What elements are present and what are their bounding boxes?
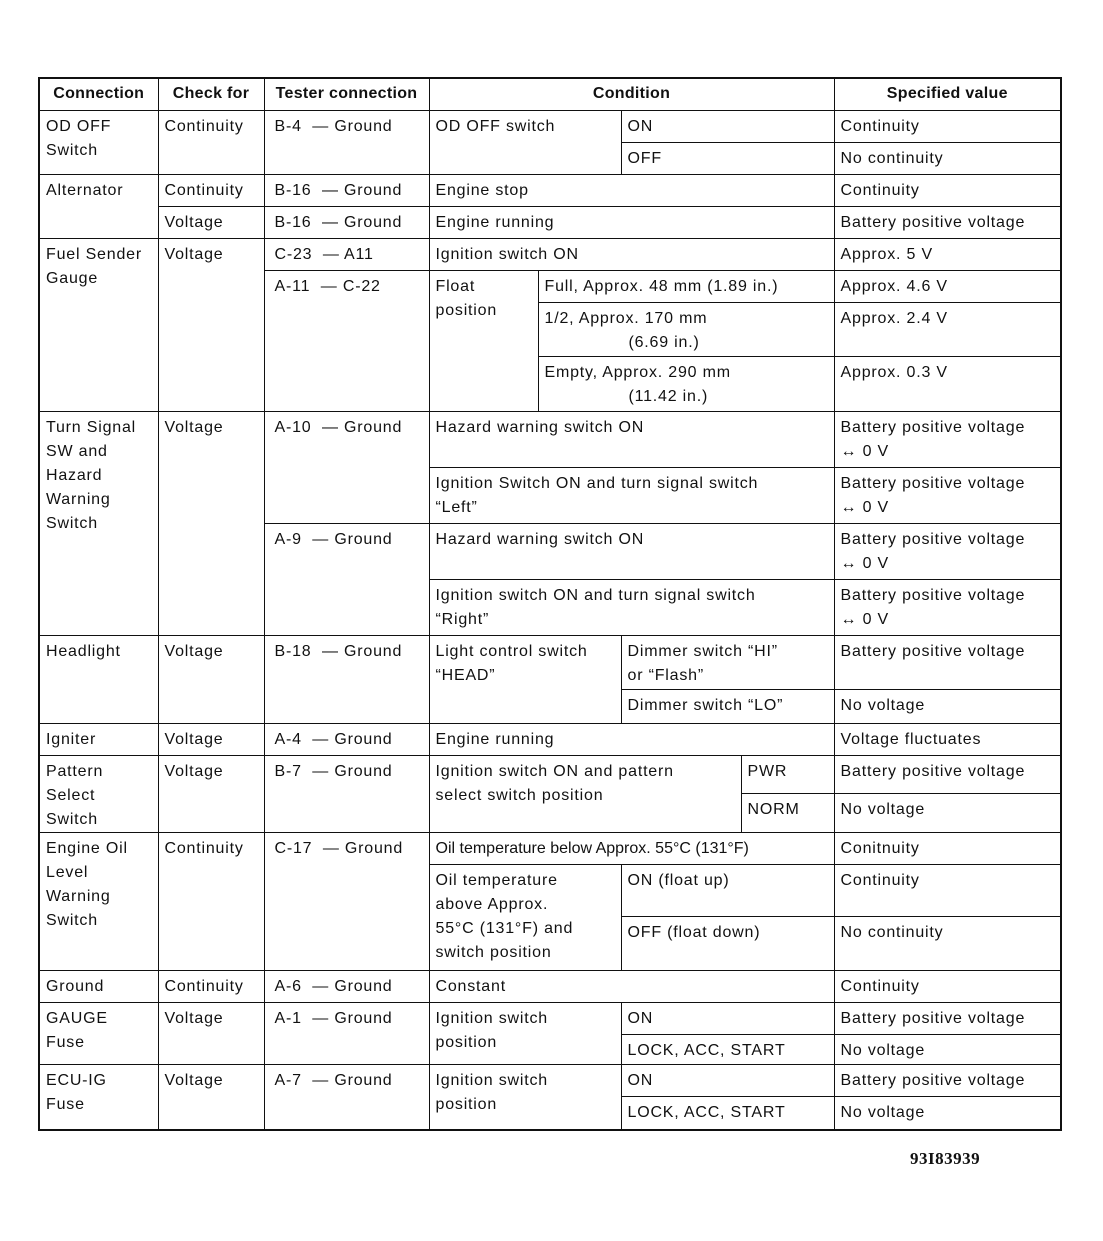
condition-cell: Engine running [429,723,834,755]
condition-cell: Engine stop [429,174,834,206]
table-row [39,832,1061,864]
tester-cell: B-7 — Ground [264,755,429,832]
condition-cell: 1/2, Approx. 170 mm (6.69 in.) [538,302,834,356]
value-cell: Approx. 5 V [834,238,1061,270]
value-cell: Battery positive voltage ↔ 0 V [834,467,1061,523]
check-cell: Voltage [158,238,264,411]
condition-cell: ON [621,1002,834,1034]
tester-cell: A-10 — Ground [264,411,429,523]
condition-cell: Oil temperature above Approx. 55°C (131°F) and switch position [429,864,621,970]
value-cell: Battery positive voltage [834,635,1061,689]
value-cell: Continuity [834,110,1061,142]
col-header-condition: Condition [429,78,834,110]
connection-cell: Pattern Select Switch [39,755,158,832]
table-row [39,174,1061,206]
condition-cell: Ignition switch ON [429,238,834,270]
condition-cell: Hazard warning switch ON [429,411,834,467]
continuity-voltage-table [38,77,1062,1131]
value-cell: Continuity [834,174,1061,206]
condition-cell: Constant [429,970,834,1002]
condition-cell: Full, Approx. 48 mm (1.89 in.) [538,270,834,302]
condition-cell: Ignition switch ON and pattern select switch position [429,755,741,832]
tester-cell: A-1 — Ground [264,1002,429,1064]
value-cell: No voltage [834,1096,1061,1130]
col-header-tester: Tester connection [264,78,429,110]
table-row [39,1064,1061,1096]
tester-cell: A-7 — Ground [264,1064,429,1130]
col-header-specified: Specified value [834,78,1061,110]
tester-cell: C-23 — A11 [264,238,429,270]
value-cell: Conitnuity [834,832,1061,864]
table-row [39,635,1061,689]
table-row [39,755,1061,794]
connection-cell: ECU-IG Fuse [39,1064,158,1130]
value-cell: Continuity [834,864,1061,916]
value-cell: Battery positive voltage [834,755,1061,794]
condition-cell: OFF (float down) [621,916,834,970]
value-cell: Approx. 2.4 V [834,302,1061,356]
condition-cell: NORM [741,794,834,833]
value-cell: Continuity [834,970,1061,1002]
check-cell: Voltage [158,635,264,723]
condition-cell: Hazard warning switch ON [429,523,834,579]
value-cell: Approx. 4.6 V [834,270,1061,302]
value-cell: Battery positive voltage ↔ 0 V [834,523,1061,579]
header-row [39,78,1061,110]
connection-cell: Alternator [39,174,158,238]
condition-cell: Empty, Approx. 290 mm (11.42 in.) [538,356,834,411]
value-cell: Voltage fluctuates [834,723,1061,755]
condition-cell: Dimmer switch “LO” [621,689,834,723]
tester-cell: A-4 — Ground [264,723,429,755]
value-cell: No voltage [834,1034,1061,1064]
connection-cell: OD OFF Switch [39,110,158,174]
table-row [39,970,1061,1002]
condition-cell: PWR [741,755,834,794]
check-cell: Voltage [158,206,264,238]
value-cell: Battery positive voltage ↔ 0 V [834,411,1061,467]
tester-cell: A-11 — C-22 [264,270,429,411]
connection-cell: Engine Oil Level Warning Switch [39,832,158,970]
condition-cell: Dimmer switch “HI” or “Flash” [621,635,834,689]
tester-cell: A-6 — Ground [264,970,429,1002]
check-cell: Voltage [158,411,264,635]
tester-cell: B-4 — Ground [264,110,429,174]
connection-cell: Ground [39,970,158,1002]
condition-cell: Light control switch “HEAD” [429,635,621,723]
condition-cell: OFF [621,142,834,174]
condition-cell: OD OFF switch [429,110,621,174]
value-cell: Battery positive voltage ↔ 0 V [834,579,1061,635]
condition-cell: Ignition switch position [429,1064,621,1130]
check-cell: Continuity [158,832,264,970]
check-cell: Voltage [158,1064,264,1130]
condition-cell: Float position [429,270,538,411]
connection-cell: Igniter [39,723,158,755]
check-cell: Continuity [158,110,264,174]
tester-cell: C-17 — Ground [264,832,429,970]
table-row [39,110,1061,142]
condition-cell: Ignition switch position [429,1002,621,1064]
figure-code: 93I83939 [910,1149,981,1168]
table-row [39,238,1061,270]
condition-cell: ON [621,110,834,142]
col-header-connection: Connection [39,78,158,110]
condition-cell: ON (float up) [621,864,834,916]
value-cell: Battery positive voltage [834,1002,1061,1034]
tester-cell: A-9 — Ground [264,523,429,635]
condition-cell: Ignition Switch ON and turn signal switch “Left” [429,467,834,523]
check-cell: Voltage [158,755,264,832]
value-cell: Battery positive voltage [834,206,1061,238]
value-cell: No continuity [834,916,1061,970]
value-cell: No voltage [834,794,1061,833]
connection-cell: Turn Signal SW and Hazard Warning Switch [39,411,158,635]
connection-cell: Fuel Sender Gauge [39,238,158,411]
connection-cell: Headlight [39,635,158,723]
condition-cell: Ignition switch ON and turn signal switch “Right” [429,579,834,635]
check-cell: Voltage [158,1002,264,1064]
value-cell: No voltage [834,689,1061,723]
table-row [39,723,1061,755]
tester-cell: B-18 — Ground [264,635,429,723]
table-row [39,1002,1061,1034]
condition-cell: Engine running [429,206,834,238]
condition-cell: ON [621,1064,834,1096]
connection-cell: GAUGE Fuse [39,1002,158,1064]
table-row [39,206,1061,238]
check-cell: Continuity [158,970,264,1002]
condition-cell: LOCK, ACC, START [621,1096,834,1130]
col-header-check-for: Check for [158,78,264,110]
tester-cell: B-16 — Ground [264,206,429,238]
value-cell: No continuity [834,142,1061,174]
value-cell: Approx. 0.3 V [834,356,1061,411]
tester-cell: B-16 — Ground [264,174,429,206]
condition-cell: LOCK, ACC, START [621,1034,834,1064]
check-cell: Continuity [158,174,264,206]
value-cell: Battery positive voltage [834,1064,1061,1096]
check-cell: Voltage [158,723,264,755]
condition-cell: Oil temperature below Approx. 55°C (131°F) [429,832,834,864]
table-row [39,411,1061,467]
